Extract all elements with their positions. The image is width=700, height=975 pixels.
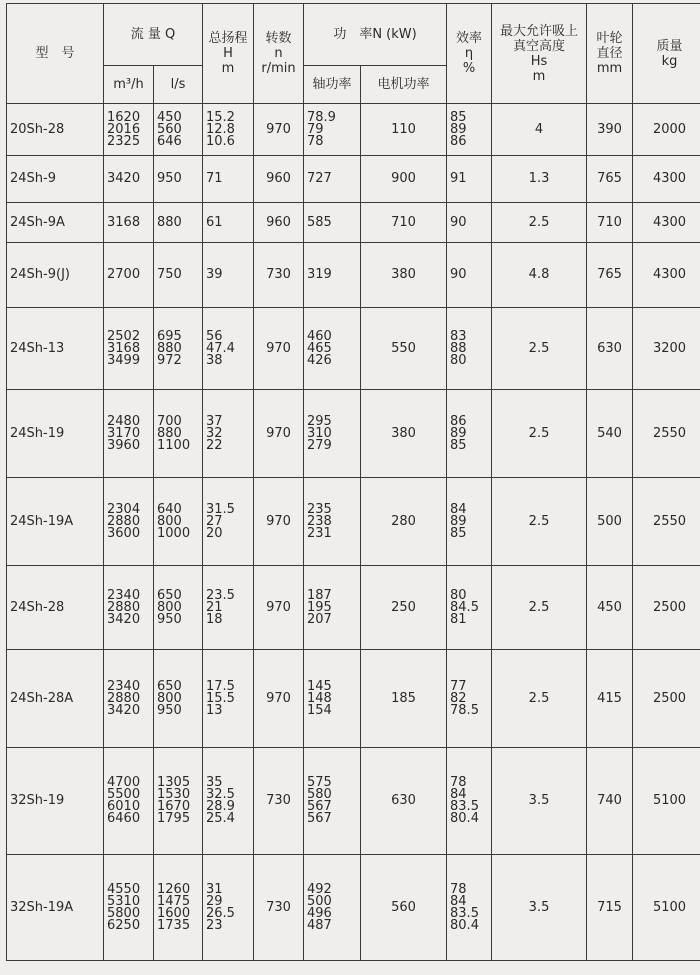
cell-suction: 4 <box>492 104 587 156</box>
cell-shaft-power: 585 <box>304 203 361 243</box>
cell-flow-m3h: 3420 <box>104 156 154 203</box>
cell-motor-power: 710 <box>361 203 447 243</box>
cell-model: 24Sh-28A <box>7 650 104 748</box>
header-suction: 最大允许吸上 真空高度 Hs m <box>492 4 587 104</box>
header-flow: 流 量 Q <box>104 4 203 66</box>
header-power: 功 率N (kW) <box>304 4 447 66</box>
cell-efficiency: 91 <box>447 156 492 203</box>
cell-motor-power: 380 <box>361 243 447 308</box>
cell-speed: 970 <box>254 650 304 748</box>
cell-motor-power: 280 <box>361 478 447 566</box>
cell-flow-ls: 750 <box>154 243 203 308</box>
cell-suction: 2.5 <box>492 308 587 390</box>
cell-motor-power: 630 <box>361 748 447 855</box>
cell-head: 71 <box>203 156 254 203</box>
cell-head: 56 47.4 38 <box>203 308 254 390</box>
cell-shaft-power: 145 148 154 <box>304 650 361 748</box>
cell-model: 24Sh-19A <box>7 478 104 566</box>
cell-head: 35 32.5 28.9 25.4 <box>203 748 254 855</box>
cell-shaft-power: 295 310 279 <box>304 390 361 478</box>
cell-head: 31.5 27 20 <box>203 478 254 566</box>
cell-model: 24Sh-19 <box>7 390 104 478</box>
cell-flow-ls: 650 800 950 <box>154 650 203 748</box>
cell-flow-m3h: 2340 2880 3420 <box>104 566 154 650</box>
cell-shaft-power: 460 465 426 <box>304 308 361 390</box>
cell-flow-ls: 950 <box>154 156 203 203</box>
table-row <box>7 566 700 650</box>
pump-spec-table <box>6 3 700 961</box>
cell-speed: 970 <box>254 390 304 478</box>
cell-speed: 730 <box>254 748 304 855</box>
table-row <box>7 203 700 243</box>
cell-impeller: 715 <box>587 855 633 961</box>
cell-speed: 970 <box>254 566 304 650</box>
cell-mass: 4300 <box>633 243 700 308</box>
cell-speed: 730 <box>254 243 304 308</box>
header-mass: 质量 kg <box>633 4 700 104</box>
cell-suction: 3.5 <box>492 748 587 855</box>
cell-efficiency: 83 88 80 <box>447 308 492 390</box>
cell-shaft-power: 235 238 231 <box>304 478 361 566</box>
cell-flow-m3h: 2304 2880 3600 <box>104 478 154 566</box>
cell-model: 24Sh-9A <box>7 203 104 243</box>
header-flow-unit-ls: l/s <box>154 66 203 104</box>
cell-suction: 2.5 <box>492 650 587 748</box>
cell-model: 20Sh-28 <box>7 104 104 156</box>
cell-mass: 3200 <box>633 308 700 390</box>
cell-efficiency: 78 84 83.5 80.4 <box>447 748 492 855</box>
cell-flow-ls: 450 560 646 <box>154 104 203 156</box>
header-shaft-power: 轴功率 <box>304 66 361 104</box>
cell-model: 24Sh-28 <box>7 566 104 650</box>
cell-efficiency: 80 84.5 81 <box>447 566 492 650</box>
cell-efficiency: 77 82 78.5 <box>447 650 492 748</box>
cell-suction: 2.5 <box>492 390 587 478</box>
cell-efficiency: 84 89 85 <box>447 478 492 566</box>
cell-shaft-power: 492 500 496 487 <box>304 855 361 961</box>
cell-mass: 2550 <box>633 390 700 478</box>
cell-flow-m3h: 2340 2880 3420 <box>104 650 154 748</box>
cell-speed: 970 <box>254 104 304 156</box>
cell-speed: 960 <box>254 156 304 203</box>
cell-flow-m3h: 2502 3168 3499 <box>104 308 154 390</box>
cell-motor-power: 110 <box>361 104 447 156</box>
cell-impeller: 500 <box>587 478 633 566</box>
cell-motor-power: 250 <box>361 566 447 650</box>
cell-suction: 2.5 <box>492 478 587 566</box>
cell-efficiency: 86 89 85 <box>447 390 492 478</box>
cell-flow-ls: 640 800 1000 <box>154 478 203 566</box>
cell-suction: 4.8 <box>492 243 587 308</box>
cell-head: 17.5 15.5 13 <box>203 650 254 748</box>
header-impeller: 叶轮 直径 mm <box>587 4 633 104</box>
cell-motor-power: 380 <box>361 390 447 478</box>
cell-efficiency: 90 <box>447 243 492 308</box>
cell-mass: 5100 <box>633 748 700 855</box>
cell-motor-power: 900 <box>361 156 447 203</box>
cell-flow-m3h: 2700 <box>104 243 154 308</box>
cell-impeller: 765 <box>587 243 633 308</box>
cell-head: 61 <box>203 203 254 243</box>
cell-mass: 2000 <box>633 104 700 156</box>
cell-impeller: 450 <box>587 566 633 650</box>
cell-mass: 4300 <box>633 156 700 203</box>
cell-motor-power: 560 <box>361 855 447 961</box>
table-row <box>7 650 700 748</box>
header-head: 总扬程 H m <box>203 4 254 104</box>
table-row <box>7 104 700 156</box>
header-efficiency: 效率 η % <box>447 4 492 104</box>
cell-shaft-power: 575 580 567 567 <box>304 748 361 855</box>
cell-flow-m3h: 3168 <box>104 203 154 243</box>
cell-flow-m3h: 2480 3170 3960 <box>104 390 154 478</box>
cell-flow-m3h: 4700 5500 6010 6460 <box>104 748 154 855</box>
header-speed: 转数 n r/min <box>254 4 304 104</box>
cell-suction: 3.5 <box>492 855 587 961</box>
table-row <box>7 390 700 478</box>
cell-impeller: 630 <box>587 308 633 390</box>
header-model: 型 号 <box>7 4 104 104</box>
cell-shaft-power: 78.9 79 78 <box>304 104 361 156</box>
cell-mass: 2500 <box>633 566 700 650</box>
cell-efficiency: 78 84 83.5 80.4 <box>447 855 492 961</box>
table-row <box>7 855 700 961</box>
table-row <box>7 156 700 203</box>
cell-impeller: 390 <box>587 104 633 156</box>
cell-shaft-power: 319 <box>304 243 361 308</box>
cell-efficiency: 90 <box>447 203 492 243</box>
cell-flow-ls: 695 880 972 <box>154 308 203 390</box>
cell-model: 32Sh-19A <box>7 855 104 961</box>
cell-flow-ls: 880 <box>154 203 203 243</box>
cell-head: 31 29 26.5 23 <box>203 855 254 961</box>
cell-impeller: 765 <box>587 156 633 203</box>
header-flow-unit-m3h: m³/h <box>104 66 154 104</box>
cell-motor-power: 550 <box>361 308 447 390</box>
table-row <box>7 478 700 566</box>
cell-flow-ls: 1260 1475 1600 1735 <box>154 855 203 961</box>
cell-impeller: 710 <box>587 203 633 243</box>
cell-mass: 4300 <box>633 203 700 243</box>
cell-flow-m3h: 1620 2016 2325 <box>104 104 154 156</box>
cell-impeller: 415 <box>587 650 633 748</box>
cell-model: 24Sh-9(J) <box>7 243 104 308</box>
cell-impeller: 740 <box>587 748 633 855</box>
cell-shaft-power: 187 195 207 <box>304 566 361 650</box>
cell-model: 24Sh-9 <box>7 156 104 203</box>
cell-speed: 730 <box>254 855 304 961</box>
cell-suction: 2.5 <box>492 203 587 243</box>
table-row <box>7 308 700 390</box>
cell-speed: 970 <box>254 308 304 390</box>
cell-flow-ls: 650 800 950 <box>154 566 203 650</box>
cell-head: 37 32 22 <box>203 390 254 478</box>
cell-efficiency: 85 89 86 <box>447 104 492 156</box>
cell-speed: 960 <box>254 203 304 243</box>
cell-flow-ls: 700 880 1100 <box>154 390 203 478</box>
cell-head: 39 <box>203 243 254 308</box>
header-motor-power: 电机功率 <box>361 66 447 104</box>
cell-motor-power: 185 <box>361 650 447 748</box>
cell-model: 32Sh-19 <box>7 748 104 855</box>
cell-mass: 2500 <box>633 650 700 748</box>
cell-shaft-power: 727 <box>304 156 361 203</box>
cell-mass: 5100 <box>633 855 700 961</box>
cell-speed: 970 <box>254 478 304 566</box>
cell-head: 23.5 21 18 <box>203 566 254 650</box>
cell-flow-ls: 1305 1530 1670 1795 <box>154 748 203 855</box>
cell-mass: 2550 <box>633 478 700 566</box>
cell-flow-m3h: 4550 5310 5800 6250 <box>104 855 154 961</box>
cell-suction: 2.5 <box>492 566 587 650</box>
cell-model: 24Sh-13 <box>7 308 104 390</box>
table-row <box>7 748 700 855</box>
cell-suction: 1.3 <box>492 156 587 203</box>
cell-impeller: 540 <box>587 390 633 478</box>
table-row <box>7 243 700 308</box>
cell-head: 15.2 12.8 10.6 <box>203 104 254 156</box>
